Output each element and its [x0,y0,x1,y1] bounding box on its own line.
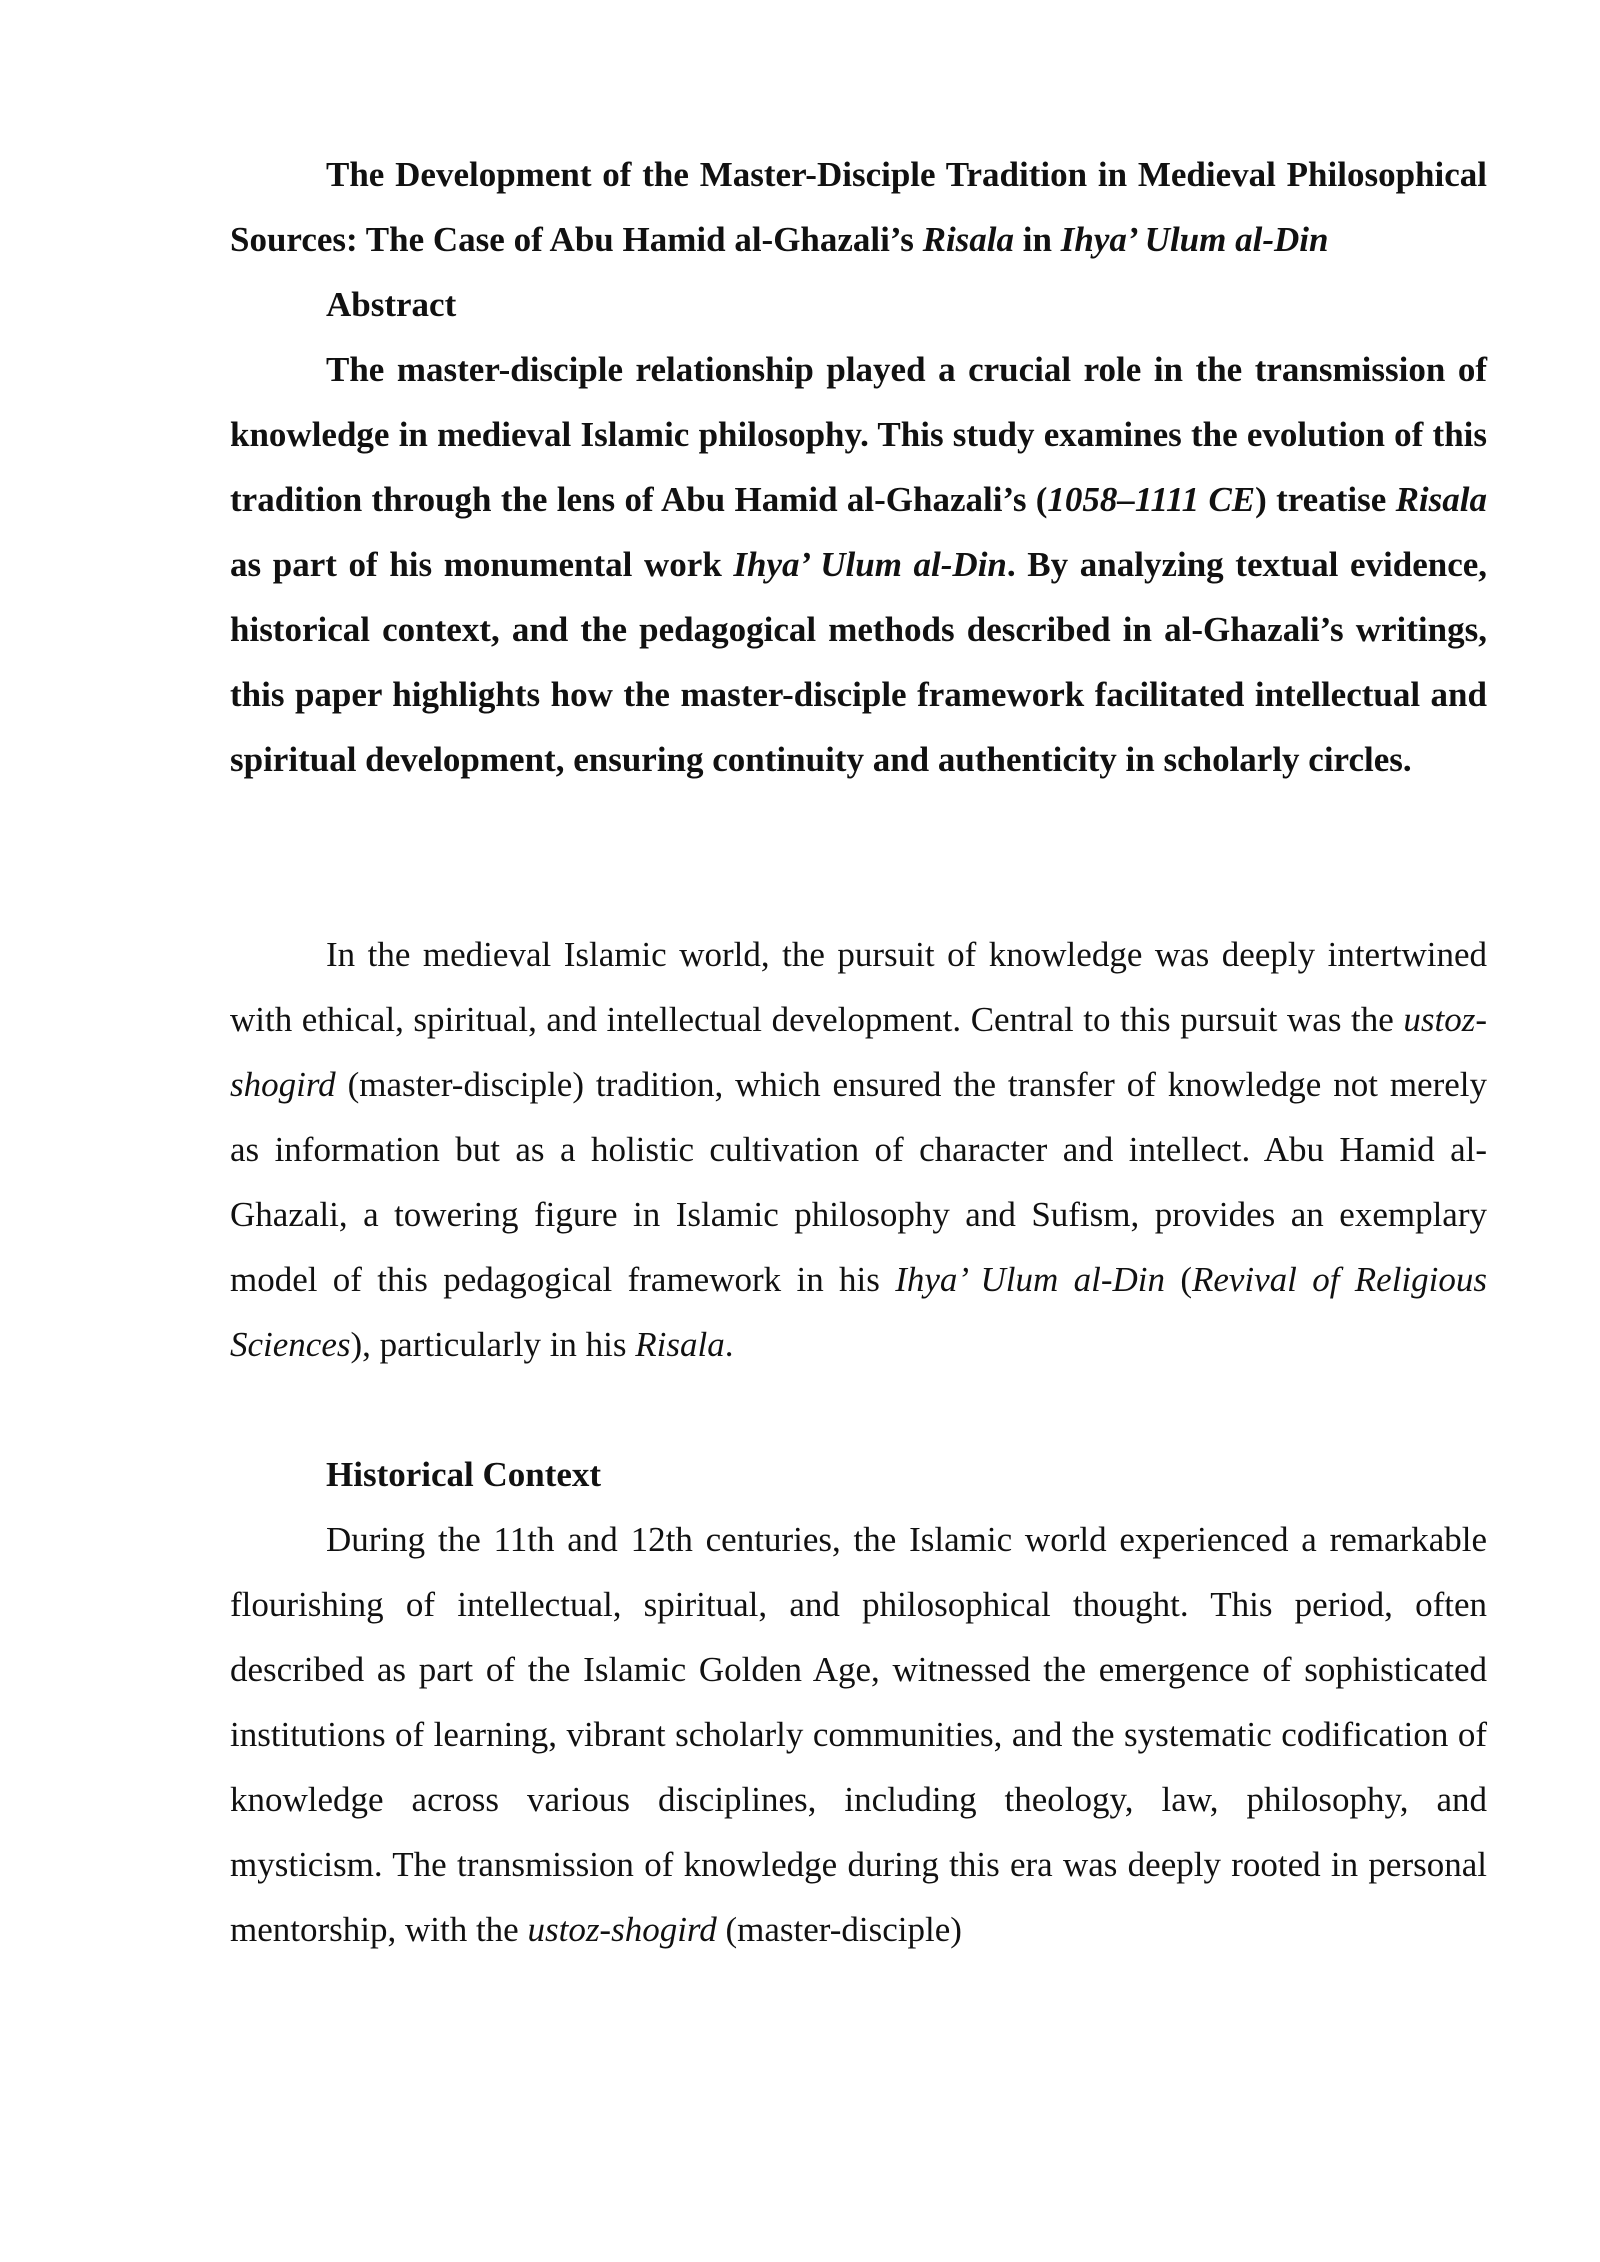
historical-context-paragraph [230,1507,1487,1962]
title-text: The Development of the Master-Disciple Tradition in Medieval Philosophical Sources: The Case of Abu Hamid al-Ghazali’s [230,155,1487,259]
intro-text-2: (master-disciple) tradition, which ensured the transfer of knowledge not merely as information but as a holistic cultivation of character and intellect. Abu Hamid al-Ghazali, a towering figure in Islamic philosophy and Sufism, provides an exemplary model of this pedagogical framework in his [230,1065,1487,1299]
abstract-ihya: Ihya’ Ulum al-Din [733,545,1007,584]
abstract-dates: 1058–1111 CE [1047,480,1256,519]
title-ihya: Ihya’ Ulum al-Din [1060,220,1329,259]
intro-text-1: In the medieval Islamic world, the pursuit of knowledge was deeply intertwined with ethical, spiritual, and intellectual development. Central to this pursuit was the [230,935,1487,1039]
introduction-paragraph [230,922,1487,1377]
intro-text-5: . [724,1325,734,1364]
intro-ustoz-shogird: ustoz-shogird [230,1000,1487,1104]
abstract-text-3: as part of his monumental work [230,545,734,584]
intro-text-3: ( [1164,1260,1192,1299]
historical-text-2: (master-disciple) [716,1910,962,1949]
intro-ihya: Ihya’ Ulum al-Din [895,1260,1165,1299]
paper-title [230,142,1487,272]
abstract-text-2: ) treatise [1255,480,1396,519]
abstract-text-1: The master-disciple relationship played a crucial role in the transmission of knowledge in medieval Islamic philosophy. This study examines the evolution of this tradition through the lens of Abu Hamid al-Ghazali’s ( [230,350,1487,519]
intro-risala: Risala [635,1325,725,1364]
title-in: in [1014,220,1061,259]
title-risala: Risala [922,220,1015,259]
abstract-risala: Risala [1395,480,1487,519]
intro-text-4: ), particularly in his [350,1325,636,1364]
abstract-text-4: . By analyzing textual evidence, historical context, and the pedagogical methods described in al-Ghazali’s writings, this paper highlights how the master-disciple framework facilitated intellectual and spiritual development, ensuring continuity and authenticity in scholarly circles. [230,545,1488,779]
intro-revival: Revival of Religious Sciences [230,1260,1487,1364]
abstract-heading: Abstract [326,285,457,324]
historical-context-heading: Historical Context [326,1455,602,1494]
historical-text-1: During the 11th and 12th centuries, the Islamic world experienced a remarkable flourishing of intellectual, spiritual, and philosophical thought. This period, often described as part of the Islamic Golden Age, witnessed the emergence of sophisticated institutions of learning, vibrant scholarly communities, and the systematic codification of knowledge across various disciplines, including theology, law, philosophy, and mysticism. The transmission of knowledge during this era was deeply rooted in personal mentorship, with the [230,1520,1487,1949]
historical-ustoz-shogird: ustoz-shogird [527,1910,717,1949]
abstract-body [230,337,1487,792]
